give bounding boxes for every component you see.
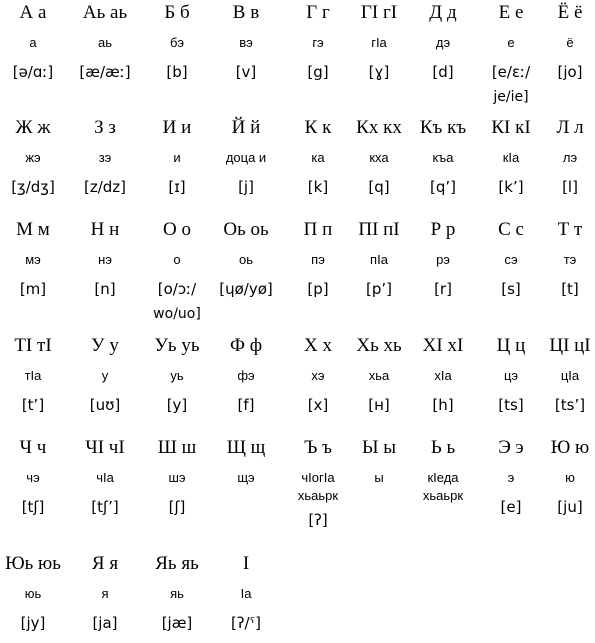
letter-name-line2: хьаьрк bbox=[297, 488, 339, 503]
ipa-transcription: [o/ɔː/ bbox=[157, 280, 197, 298]
letter-cell bbox=[69, 437, 141, 527]
letter-name: хэ bbox=[311, 368, 325, 383]
letter-glyph: Уь уь bbox=[154, 335, 200, 356]
letter-glyph: Б б bbox=[164, 2, 190, 23]
letter-glyph: Р р bbox=[430, 219, 456, 240]
letter-cell bbox=[141, 219, 213, 322]
letter-glyph: Т т bbox=[557, 219, 583, 240]
letter-glyph: ГI гI bbox=[360, 2, 398, 23]
ipa-transcription: [h] bbox=[432, 396, 454, 414]
ipa-transcription: [s] bbox=[501, 280, 521, 298]
ipa-transcription: [ʃ] bbox=[168, 498, 186, 516]
ipa-transcription: [ju] bbox=[557, 498, 583, 516]
ipa-transcription: [ɣ] bbox=[368, 63, 390, 81]
letter-cell bbox=[210, 2, 282, 92]
letter-cell bbox=[407, 219, 479, 309]
letter-glyph: О о bbox=[163, 219, 191, 240]
letter-name: кIа bbox=[502, 150, 520, 165]
letter-cell bbox=[534, 117, 595, 207]
letter-cell bbox=[0, 437, 69, 527]
letter-cell bbox=[343, 219, 415, 309]
ipa-transcription: [k’] bbox=[498, 178, 524, 196]
letter-name: шэ bbox=[168, 470, 186, 485]
ipa-transcription: [ə/ɑː] bbox=[12, 63, 54, 81]
letter-name: цIа bbox=[560, 368, 580, 383]
letter-cell bbox=[210, 219, 282, 309]
letter-name: оь bbox=[238, 252, 253, 267]
letter-name: тIа bbox=[24, 368, 42, 383]
letter-glyph: Кх кх bbox=[356, 117, 402, 138]
letter-name: сэ bbox=[504, 252, 518, 267]
ipa-transcription-line2: je/ie] bbox=[493, 89, 529, 105]
letter-cell bbox=[534, 335, 595, 425]
ipa-transcription: [d] bbox=[432, 63, 454, 81]
ipa-transcription: [p] bbox=[307, 280, 329, 298]
letter-name: пIа bbox=[370, 252, 388, 267]
letter-glyph: З з bbox=[94, 117, 116, 138]
letter-name: а bbox=[29, 35, 37, 50]
letter-name: Iа bbox=[240, 586, 252, 601]
letter-glyph: Ф ф bbox=[229, 335, 263, 356]
letter-name: цэ bbox=[503, 368, 519, 383]
ipa-transcription: [v] bbox=[235, 63, 257, 81]
letter-cell bbox=[69, 335, 141, 425]
letter-glyph: Юь юь bbox=[5, 553, 61, 574]
letter-name: чэ bbox=[26, 470, 40, 485]
letter-cell bbox=[210, 553, 282, 643]
letter-glyph: Ш ш bbox=[157, 437, 197, 458]
letter-cell bbox=[69, 553, 141, 643]
letter-cell bbox=[0, 219, 69, 309]
letter-glyph: Л л bbox=[556, 117, 584, 138]
letter-glyph: ЧI чI bbox=[85, 437, 125, 458]
letter-glyph: ЦI цI bbox=[549, 335, 591, 356]
ipa-transcription: [ja] bbox=[92, 614, 118, 632]
letter-glyph: Ю ю bbox=[550, 437, 590, 458]
letter-glyph: Ж ж bbox=[15, 117, 51, 138]
letter-glyph: Й й bbox=[231, 117, 261, 138]
ipa-transcription: [tʃ’] bbox=[91, 498, 119, 516]
letter-name: бэ bbox=[170, 35, 184, 50]
letter-name: лэ bbox=[562, 150, 578, 165]
letter-glyph: А а bbox=[19, 2, 47, 23]
letter-name: ё bbox=[566, 35, 574, 50]
ipa-transcription: [g] bbox=[307, 63, 329, 81]
letter-name: вэ bbox=[239, 35, 253, 50]
ipa-transcription: [jo] bbox=[557, 63, 583, 81]
letter-name: дэ bbox=[435, 35, 451, 50]
letter-glyph: Э э bbox=[498, 437, 524, 458]
letter-glyph: Е е bbox=[498, 2, 524, 23]
letter-cell bbox=[343, 117, 415, 207]
ipa-transcription: [b] bbox=[166, 63, 188, 81]
ipa-transcription: [q] bbox=[368, 178, 390, 196]
ipa-transcription: [n] bbox=[94, 280, 116, 298]
letter-name: чIа bbox=[96, 470, 114, 485]
letter-name: къа bbox=[432, 150, 454, 165]
ipa-transcription: [k] bbox=[307, 178, 329, 196]
letter-glyph: Оь оь bbox=[223, 219, 269, 240]
ipa-transcription: [æ/æː] bbox=[79, 63, 131, 81]
letter-name: жэ bbox=[25, 150, 41, 165]
letter-glyph: К к bbox=[304, 117, 332, 138]
letter-name: э bbox=[507, 470, 515, 485]
ipa-transcription: [t’] bbox=[21, 396, 45, 414]
letter-cell bbox=[407, 437, 479, 527]
letter-glyph: С с bbox=[498, 219, 524, 240]
letter-cell bbox=[0, 117, 69, 207]
letter-glyph: ПI пI bbox=[358, 219, 400, 240]
letter-name: аь bbox=[97, 35, 112, 50]
letter-name: хьа bbox=[368, 368, 390, 383]
letter-cell bbox=[141, 2, 213, 92]
letter-cell bbox=[69, 117, 141, 207]
letter-cell bbox=[534, 2, 595, 92]
ipa-transcription: [jy] bbox=[20, 614, 46, 632]
ipa-transcription: [m] bbox=[19, 280, 47, 298]
letter-glyph: Яь яь bbox=[155, 553, 199, 574]
letter-name: ка bbox=[311, 150, 325, 165]
letter-glyph: В в bbox=[232, 2, 260, 23]
letter-glyph: КI кI bbox=[491, 117, 531, 138]
letter-name: щэ bbox=[237, 470, 255, 485]
letter-cell bbox=[407, 2, 479, 92]
letter-cell bbox=[69, 219, 141, 309]
ipa-transcription: [ʒ/dʒ] bbox=[11, 178, 55, 196]
letter-cell bbox=[407, 117, 479, 207]
letter-name: яь bbox=[170, 586, 184, 601]
letter-glyph: Я я bbox=[91, 553, 119, 574]
ipa-transcription: [ɥø/yø] bbox=[219, 280, 273, 298]
letter-name: гIа bbox=[371, 35, 387, 50]
letter-name: доца и bbox=[225, 150, 267, 165]
letter-name: и bbox=[173, 150, 181, 165]
letter-glyph: ТI тI bbox=[14, 335, 52, 356]
letter-glyph: Д д bbox=[429, 2, 457, 23]
letter-cell bbox=[0, 2, 69, 92]
ipa-transcription: [ɪ] bbox=[168, 178, 186, 196]
ipa-transcription: [l] bbox=[562, 178, 578, 196]
letter-glyph: Къ къ bbox=[419, 117, 467, 138]
ipa-transcription: [t] bbox=[561, 280, 579, 298]
letter-name: тэ bbox=[563, 252, 577, 267]
letter-glyph: Щ щ bbox=[226, 437, 266, 458]
letter-name: юь bbox=[24, 586, 42, 601]
ipa-transcription: [ʔ/ˤ] bbox=[231, 614, 261, 632]
letter-name: ю bbox=[565, 470, 575, 485]
letter-glyph: Ч ч bbox=[19, 437, 47, 458]
letter-name: я bbox=[101, 586, 109, 601]
ipa-transcription: [j] bbox=[238, 178, 254, 196]
letter-name: фэ bbox=[237, 368, 255, 383]
letter-name: е bbox=[507, 35, 515, 50]
letter-glyph: Г г bbox=[306, 2, 330, 23]
letter-cell bbox=[141, 553, 213, 643]
letter-glyph: ХI хI bbox=[422, 335, 464, 356]
letter-cell bbox=[141, 437, 213, 527]
letter-cell bbox=[0, 335, 69, 425]
letter-name-line2: хьаьрк bbox=[422, 488, 464, 503]
letter-name: кха bbox=[369, 150, 389, 165]
ipa-transcription: [e/ɛː/ bbox=[491, 63, 531, 81]
letter-cell bbox=[141, 335, 213, 425]
ipa-transcription-line2: wo/uo] bbox=[153, 306, 201, 322]
letter-name: кIеда bbox=[427, 470, 459, 485]
letter-name: чIогIа bbox=[301, 470, 335, 485]
letter-cell bbox=[534, 437, 595, 527]
letter-cell bbox=[210, 335, 282, 425]
letter-glyph: Х х bbox=[304, 335, 332, 356]
ipa-transcription: [x] bbox=[307, 396, 329, 414]
letter-cell bbox=[0, 553, 69, 643]
letter-cell bbox=[210, 437, 282, 527]
letter-glyph: Аь аь bbox=[82, 2, 128, 23]
ipa-transcription: [ʔ] bbox=[308, 511, 328, 529]
ipa-transcription: [ts] bbox=[498, 396, 524, 414]
letter-glyph: У у bbox=[91, 335, 119, 356]
letter-name: гэ bbox=[312, 35, 324, 50]
letter-glyph: П п bbox=[303, 219, 333, 240]
ipa-transcription: [tʃ] bbox=[21, 498, 45, 516]
letter-name: уь bbox=[170, 368, 184, 383]
letter-glyph: I bbox=[242, 553, 250, 574]
letter-name: ы bbox=[374, 470, 384, 485]
letter-name: рэ bbox=[436, 252, 450, 267]
ipa-transcription: [z/dz] bbox=[83, 178, 127, 196]
letter-cell bbox=[210, 117, 282, 207]
ipa-transcription: [f] bbox=[237, 396, 255, 414]
letter-cell bbox=[343, 437, 415, 527]
ipa-transcription: [e] bbox=[500, 498, 522, 516]
letter-glyph: Н н bbox=[90, 219, 120, 240]
letter-glyph: Ц ц bbox=[496, 335, 526, 356]
letter-cell bbox=[69, 2, 141, 92]
letter-name: у bbox=[101, 368, 109, 383]
ipa-transcription: [q’] bbox=[430, 178, 456, 196]
letter-glyph: Ё ё bbox=[557, 2, 583, 23]
letter-glyph: М м bbox=[16, 219, 50, 240]
letter-glyph: Ь ь bbox=[430, 437, 456, 458]
ipa-transcription: [r] bbox=[434, 280, 452, 298]
letter-glyph: И и bbox=[162, 117, 192, 138]
letter-glyph: Ы ы bbox=[361, 437, 397, 458]
letter-cell bbox=[343, 335, 415, 425]
letter-cell bbox=[141, 117, 213, 207]
ipa-transcription: [p’] bbox=[366, 280, 392, 298]
letter-glyph: Ъ ъ bbox=[304, 437, 332, 458]
ipa-transcription: [jæ] bbox=[161, 614, 193, 632]
ipa-transcription: [ts’] bbox=[554, 396, 586, 414]
letter-name: мэ bbox=[25, 252, 41, 267]
letter-cell bbox=[343, 2, 415, 92]
letter-name: хIа bbox=[434, 368, 452, 383]
letter-cell bbox=[407, 335, 479, 425]
letter-name: о bbox=[173, 252, 181, 267]
letter-name: зэ bbox=[98, 150, 112, 165]
letter-glyph: Хь хь bbox=[356, 335, 402, 356]
ipa-transcription: [uʊ] bbox=[89, 396, 121, 414]
ipa-transcription: [y] bbox=[166, 396, 188, 414]
letter-name: нэ bbox=[98, 252, 112, 267]
letter-cell bbox=[534, 219, 595, 309]
ipa-transcription: [ʜ] bbox=[368, 396, 390, 414]
letter-name: пэ bbox=[311, 252, 325, 267]
